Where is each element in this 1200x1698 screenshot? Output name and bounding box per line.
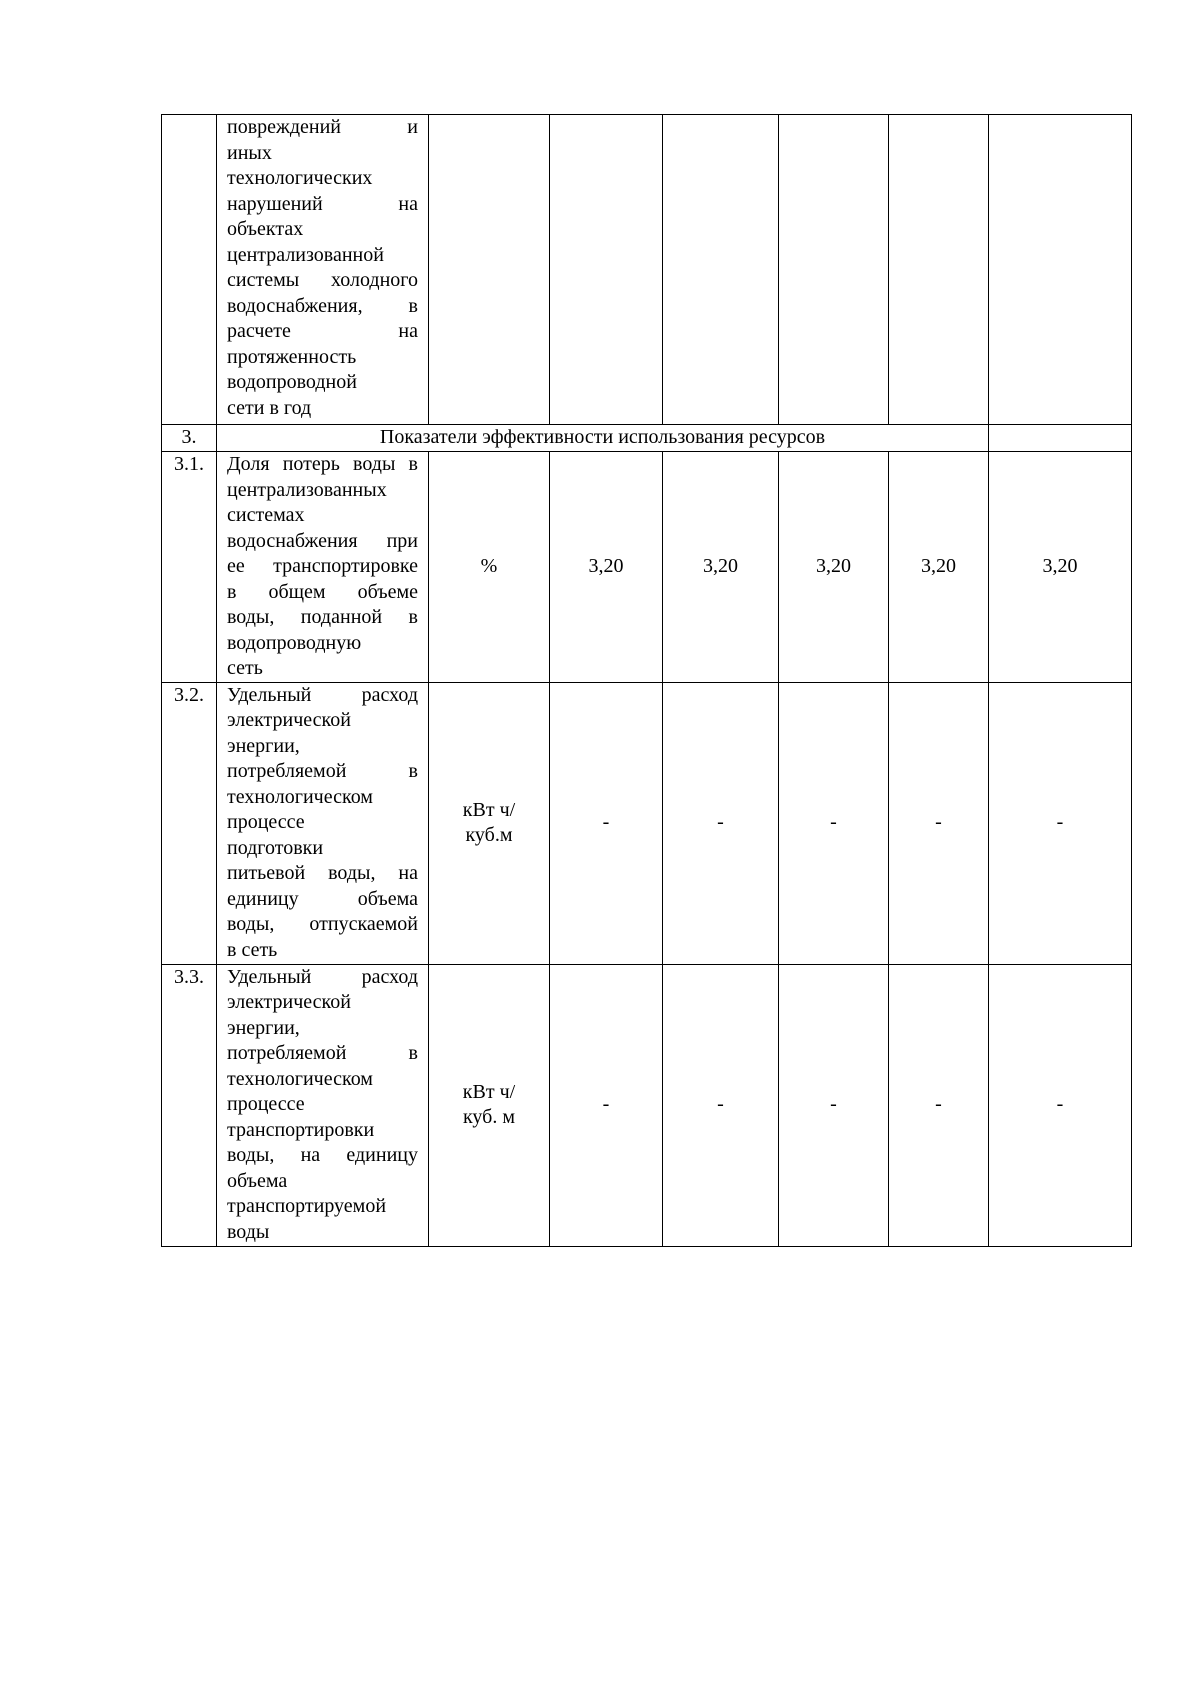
row-number: 3.1. [162, 452, 217, 683]
value-cell: 3,20 [989, 452, 1132, 683]
row-description-cell [217, 452, 429, 683]
description-line: воды, на единицу [227, 1144, 418, 1166]
section-header-row [162, 425, 1132, 452]
unit-cell [429, 115, 550, 425]
unit-label [463, 1080, 515, 1131]
description-line: сети в год [227, 396, 312, 419]
row-description-cell [217, 682, 429, 964]
row-number: 3.2. [162, 682, 217, 964]
description-line: протяженность [227, 345, 357, 368]
description-line: расчете на [227, 320, 418, 342]
description-line: технологическом [227, 1067, 373, 1090]
description-line: питьевой воды, на [227, 862, 418, 884]
description-line: потребляемой в [227, 760, 418, 782]
unit-label [481, 554, 498, 580]
table-row-continuation [162, 115, 1132, 425]
value-cell: - [550, 964, 663, 1246]
value-cell: - [989, 682, 1132, 964]
description-line: централизованной [227, 243, 384, 266]
value-cell [989, 115, 1132, 425]
unit-line: кВт ч/ [462, 1080, 516, 1103]
description-line: воды, поданной в [227, 606, 418, 628]
description-line: потребляемой в [227, 1042, 418, 1064]
value-cell: - [550, 682, 663, 964]
unit-line: кВт ч/ [462, 798, 516, 821]
description-line: транспортируемой [227, 1195, 387, 1217]
unit-line: куб. м [462, 1106, 515, 1128]
description-line: технологических [227, 167, 373, 189]
description-line: водоснабжения при [227, 529, 418, 552]
description-line: в сеть [227, 938, 278, 961]
description-line: воды, отпускаемой [227, 913, 418, 935]
description-line: процессе [227, 811, 305, 833]
description-line: Удельный расход [227, 683, 418, 706]
section-number: 3. [162, 425, 217, 452]
value-cell [550, 115, 663, 425]
section-empty-cell [989, 425, 1132, 452]
description-line: технологическом [227, 785, 373, 808]
value-cell [663, 115, 779, 425]
description-line: энергии, [227, 734, 300, 757]
row-description [227, 965, 418, 1246]
description-line: подготовки [227, 836, 324, 859]
description-line: в общем объеме [227, 580, 418, 603]
value-cell: - [663, 682, 779, 964]
table-row [162, 682, 1132, 964]
description-line: сеть [227, 657, 263, 679]
value-cell: - [779, 964, 889, 1246]
table-row [162, 452, 1132, 683]
value-cell: 3,20 [550, 452, 663, 683]
row-description [227, 115, 418, 421]
row-description-cell [217, 964, 429, 1246]
description-line: транспортировки [227, 1118, 375, 1141]
value-cell: - [889, 682, 989, 964]
description-line: нарушений на [227, 192, 418, 215]
section-title: Показатели эффективности использования ресурсов [217, 425, 989, 452]
value-cell [779, 115, 889, 425]
unit-cell [429, 452, 550, 683]
value-cell: - [779, 682, 889, 964]
unit-line: куб.м [465, 824, 513, 846]
unit-line: % [480, 555, 498, 577]
description-line: иных [227, 141, 272, 164]
value-cell: 3,20 [663, 452, 779, 683]
description-line: единицу объема [227, 887, 418, 910]
unit-label [463, 798, 515, 849]
row-number: 3.3. [162, 964, 217, 1246]
description-line: объема [227, 1169, 288, 1192]
description-line: Доля потерь воды в [227, 453, 418, 475]
description-line: ее транспортировке [227, 555, 418, 577]
unit-cell [429, 964, 550, 1246]
description-line: водопроводную [227, 631, 362, 654]
row-description [227, 452, 418, 682]
description-line: повреждений и [227, 116, 418, 138]
description-line: системах [227, 504, 305, 526]
description-line: объектах [227, 218, 304, 240]
description-line: системы холодного [227, 269, 418, 291]
value-cell: 3,20 [779, 452, 889, 683]
description-line: процессе [227, 1093, 305, 1115]
value-cell: - [663, 964, 779, 1246]
description-line: электрической [227, 991, 351, 1013]
value-cell: - [989, 964, 1132, 1246]
value-cell: - [889, 964, 989, 1246]
indicators-table [161, 114, 1132, 1247]
unit-cell [429, 682, 550, 964]
description-line: электрической [227, 709, 351, 731]
description-line: энергии, [227, 1016, 300, 1039]
row-number-cell [162, 115, 217, 425]
description-line: Удельный расход [227, 965, 418, 988]
value-cell: 3,20 [889, 452, 989, 683]
row-description-cell [217, 115, 429, 425]
description-line: водоснабжения, в [227, 294, 418, 317]
table-row [162, 964, 1132, 1246]
description-line: централизованных [227, 478, 387, 501]
description-line: воды [227, 1220, 270, 1243]
row-description [227, 683, 418, 964]
description-line: водопроводной [227, 371, 357, 393]
value-cell [889, 115, 989, 425]
